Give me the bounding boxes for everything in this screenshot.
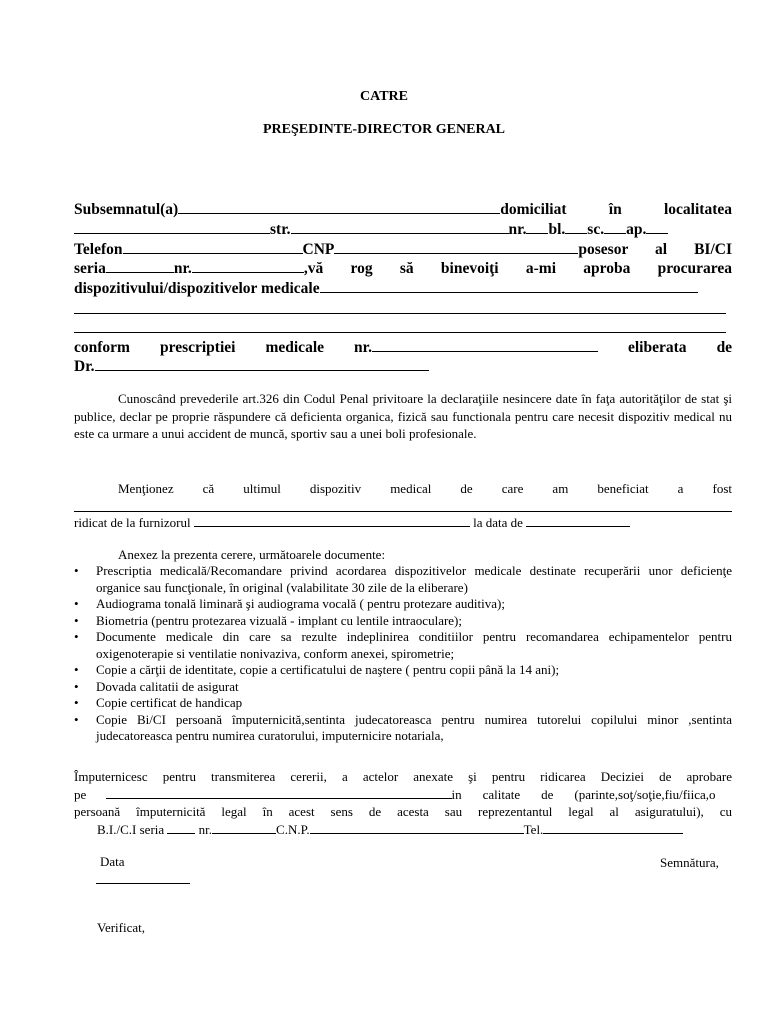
bullet-icon: • [74, 678, 79, 694]
label-subsemnatul: Subsemnatul(a) [74, 201, 179, 218]
form-line-phone [74, 239, 732, 259]
annex-item-text: Documente medicale din care sa rezulte indeplinirea conditiilor pentru recomandarea echipamentelor pentru oxigenoterapie si ventilatie nonivaziva, conform anexei, spirometrie; [96, 629, 732, 661]
label-id-nr: nr. [173, 260, 192, 277]
form-line-address [74, 219, 732, 239]
label-cnp: CNP [302, 241, 335, 258]
label-ap: ap. [626, 221, 647, 238]
label-devices: dispozitivului/dispozitivelor medicale [74, 280, 320, 297]
label-request: ,vă rog să binevoiţi a-mi aproba procurarea [303, 260, 732, 277]
annex-item [74, 629, 732, 662]
field-devices-continued-1[interactable] [74, 313, 726, 314]
label-posesor: posesor al BI/CI [578, 241, 732, 258]
annex-documents-list [74, 563, 732, 745]
label-nr: nr. [508, 221, 527, 238]
last-device-supplier-line [74, 514, 630, 531]
label-dr: Dr. [74, 358, 95, 375]
annex-item [74, 613, 732, 630]
bullet-icon: • [74, 662, 79, 677]
annex-item-text: Copie a cărţii de identitate, copie a certificatului de naştere ( pentru copii până la 14 ani); [96, 662, 560, 677]
field-proxy-number[interactable] [212, 821, 276, 834]
label-bl: bl. [548, 221, 566, 238]
annex-item [74, 563, 732, 596]
label-quality: in calitate de (parinte,soţ/soţie,fiu/fiica,o [451, 787, 716, 802]
verified-label: Verificat, [97, 920, 146, 935]
label-prescriptiei: prescriptiei [159, 339, 236, 356]
label-in: în [608, 201, 622, 218]
field-proxy-cnp[interactable] [310, 821, 524, 834]
bullet-icon: • [74, 563, 79, 578]
field-devices[interactable] [320, 278, 698, 293]
label-medicale: medicale [265, 339, 325, 356]
addressee-title: PREŞEDINTE-DIRECTOR GENERAL [262, 122, 506, 137]
bullet-icon: • [74, 629, 79, 644]
authorization-line-3: persoană împuternicită legal în acest sens de acesta sau reprezentantul legal al asiguratului), cu [74, 804, 732, 819]
label-proxy-cnp: C.N.P. [276, 822, 310, 837]
field-cnp[interactable] [334, 239, 578, 254]
field-prescription-number[interactable] [372, 337, 598, 352]
bullet-icon: • [74, 612, 79, 628]
annex-item-text: Copie certificat de handicap [96, 695, 243, 710]
addressee-catre: CATRE [360, 89, 408, 104]
form-line-devices [74, 278, 732, 298]
declaration-paragraph [74, 390, 732, 443]
annex-item [74, 596, 732, 613]
field-proxy-series[interactable] [167, 821, 195, 834]
label-str: str. [270, 221, 291, 238]
field-street[interactable] [291, 219, 509, 234]
field-id-number[interactable] [192, 258, 304, 273]
annex-item-text: Prescriptia medicală/Recomandare privind acordarea dispozitivelor medicale destinate recuperării unor deficienţe organice sau funcţionale, în original (valabilitate 30 zile de la eliberare) [96, 563, 732, 595]
form-line-doctor [74, 356, 732, 376]
field-proxy-name[interactable] [106, 786, 452, 799]
label-proxy-nr: nr. [198, 822, 213, 837]
label-telefon: Telefon [74, 241, 123, 258]
field-name[interactable] [178, 199, 500, 214]
annex-item-text: Biometria (pentru protezarea vizuală - implant cu lentile intraoculare); [96, 612, 462, 628]
annex-item [74, 662, 732, 679]
field-doctor[interactable] [95, 356, 429, 371]
label-pe: pe [74, 787, 87, 802]
authorization-line-4 [97, 821, 683, 838]
field-phone[interactable] [123, 239, 303, 254]
annex-item [74, 712, 732, 745]
field-last-device[interactable] [74, 511, 732, 512]
bullet-icon: • [74, 711, 79, 727]
signature-label: Semnătura, [660, 855, 719, 870]
authorization-line-1: Împuternicesc pentru transmiterea cererii, a actelor anexate şi pentru ridicarea Deciziei de aprobare [74, 769, 732, 784]
form-line-name [74, 199, 732, 219]
authorization-line-2 [74, 786, 732, 803]
field-last-date[interactable] [526, 514, 630, 527]
field-proxy-phone[interactable] [543, 821, 683, 834]
field-supplier[interactable] [194, 514, 470, 527]
annex-item-text: Copie Bi/CI persoană împuternicită,sentinta judecatoreasca pentru numirea tutorelui copilului minor ,sentinta judecatoreasca pentru numirea curatorului, imputernicire notariala, [96, 711, 732, 743]
label-de: de [716, 339, 733, 356]
label-proxy-bi: B.I./C.I seria [97, 822, 165, 837]
declaration-text: Cunoscând prevederile art.326 din Codul Penal privitoare la declaraţiile nesincere date în faţa autorităţilor de stat şi publice, declar pe proprie răspundere că deficienta organica, fizică sau functionala pentru care necesit dispozitiv medical nu este ca urmare a unui accident de muncă, sportiv sau a unei boli profesionale. [74, 391, 732, 441]
annex-item-text: Dovada calitatii de asigurat [96, 678, 239, 694]
field-id-series[interactable] [106, 258, 174, 273]
field-apartment[interactable] [646, 219, 668, 234]
form-line-prescription [74, 337, 732, 357]
label-prescription-nr: nr. [354, 339, 372, 356]
date-label: Data [100, 854, 125, 869]
field-devices-continued-2[interactable] [74, 332, 726, 333]
field-locality[interactable] [74, 219, 270, 234]
label-eliberata: eliberata [628, 339, 687, 356]
annex-item [74, 695, 732, 712]
bullet-icon: • [74, 596, 79, 611]
field-staircase[interactable] [604, 219, 626, 234]
annex-item [74, 679, 732, 696]
label-sc: sc. [587, 221, 605, 238]
bullet-icon: • [74, 695, 79, 710]
form-line-id [74, 258, 732, 278]
field-block[interactable] [565, 219, 587, 234]
label-seria: seria [74, 260, 106, 277]
annex-intro: Anexez la prezenta cerere, următoarele documente: [118, 547, 386, 562]
annex-item-text: Audiograma tonală liminară şi audiograma vocală ( pentru protezare auditiva); [96, 596, 505, 611]
label-proxy-tel: Tel. [523, 822, 544, 837]
field-date[interactable] [96, 883, 190, 884]
label-localitatea: localitatea [664, 201, 733, 218]
label-conform: conform [74, 339, 130, 356]
field-number[interactable] [526, 219, 548, 234]
label-date-of: la data de [473, 515, 523, 530]
label-domiciliat: domiciliat [500, 201, 567, 218]
last-device-line: Menţionez că ultimul dispozitiv medical de care am beneficiat a fost [118, 481, 732, 496]
label-supplier: ridicat de la furnizorul [74, 515, 191, 530]
